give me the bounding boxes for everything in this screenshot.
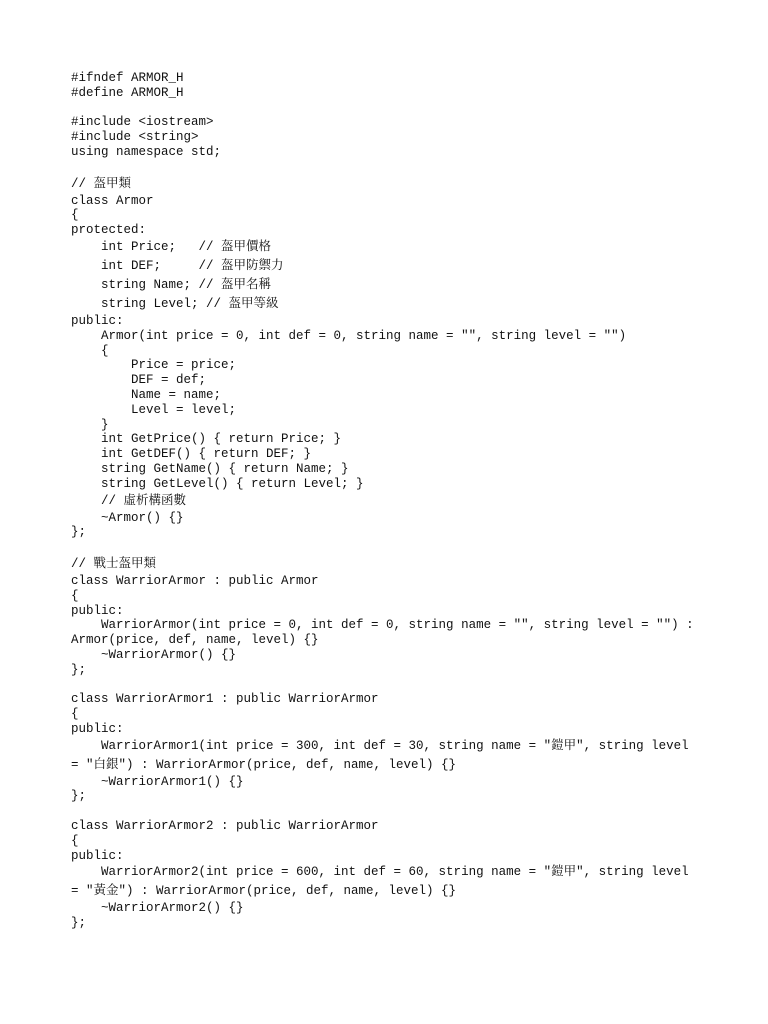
code-line: public: [71, 603, 124, 618]
code-line: class WarriorArmor2 : public WarriorArmor [71, 819, 379, 834]
code-line: ~Armor() {} [71, 510, 184, 525]
code-line: // 盔甲類 [71, 176, 132, 191]
code-line: { [71, 343, 109, 358]
code-line: }; [71, 789, 87, 804]
code-line: public: [71, 313, 124, 328]
code-line: WarriorArmor(int price = 0, int def = 0, string name = "", string level = "") : [71, 618, 694, 633]
code-line: string GetName() { return Name; } [71, 461, 349, 476]
code-line: { [71, 707, 79, 722]
code-line: WarriorArmor1(int price = 300, int def = 30, string name = "鎧甲", string level [71, 738, 689, 753]
code-line: int GetDEF() { return DEF; } [71, 447, 312, 462]
code-document [71, 71, 731, 931]
code-line: ~WarriorArmor() {} [71, 647, 237, 662]
code-line [71, 101, 731, 116]
code-line: Name = name; [71, 387, 222, 402]
code-line: #ifndef ARMOR_H [71, 71, 184, 85]
code-line: class WarriorArmor1 : public WarriorArmor [71, 692, 379, 707]
code-line: protected: [71, 223, 147, 238]
code-line: using namespace std; [71, 144, 222, 159]
code-line: class WarriorArmor : public Armor [71, 573, 319, 588]
code-line: ~WarriorArmor1() {} [71, 774, 244, 789]
code-line: class Armor [71, 193, 154, 208]
code-line: int GetPrice() { return Price; } [71, 432, 342, 447]
code-line: Level = level; [71, 402, 237, 417]
code-line: DEF = def; [71, 373, 207, 388]
code-line: }; [71, 662, 87, 677]
code-line: WarriorArmor2(int price = 600, int def = 60, string name = "鎧甲", string level [71, 865, 689, 880]
code-line: Armor(price, def, name, level) {} [71, 633, 319, 648]
code-line: // 戰士盔甲類 [71, 556, 157, 571]
code-line: = "黃金") : WarriorArmor(price, def, name, level) {} [71, 884, 457, 899]
code-line: #define ARMOR_H [71, 85, 184, 100]
code-line [71, 804, 731, 819]
code-line: public: [71, 848, 124, 863]
code-line: }; [71, 916, 87, 931]
code-line: string Level; // 盔甲等級 [71, 296, 279, 311]
code-line [71, 540, 731, 555]
code-line: string GetLevel() { return Level; } [71, 476, 364, 491]
code-line: #include <string> [71, 130, 199, 145]
code-line: { [71, 208, 79, 223]
code-line: { [71, 588, 79, 603]
code-line: int DEF; // 盔甲防禦力 [71, 258, 284, 273]
code-line: Price = price; [71, 358, 237, 373]
code-line: Armor(int price = 0, int def = 0, string name = "", string level = "") [71, 328, 627, 343]
code-line: ~WarriorArmor2() {} [71, 901, 244, 916]
code-line: = "白銀") : WarriorArmor(price, def, name, level) {} [71, 757, 457, 772]
code-line: #include <iostream> [71, 115, 214, 130]
code-line: } [71, 417, 109, 432]
code-line [71, 160, 731, 175]
code-line: public: [71, 721, 124, 736]
code-line [71, 678, 731, 693]
code-line: string Name; // 盔甲名稱 [71, 277, 272, 292]
code-line: { [71, 833, 79, 848]
code-line: int Price; // 盔甲價格 [71, 239, 272, 254]
code-line: }; [71, 525, 87, 540]
code-line: // 虛析構函數 [71, 493, 187, 508]
